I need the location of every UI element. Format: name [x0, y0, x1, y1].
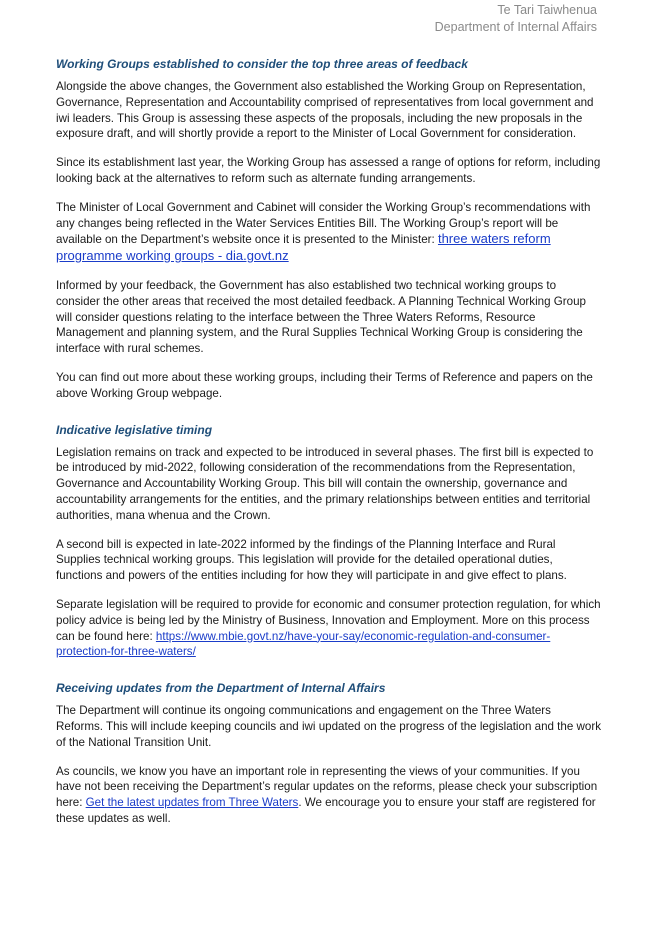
three-waters-updates-link[interactable]: Get the latest updates from Three Waters: [85, 796, 299, 810]
legislative-timing-paragraph-3: [56, 597, 601, 660]
working-groups-paragraph-4: Informed by your feedback, the Government has also established two technical working groups to consider the other areas that received the most detailed feedback. A Planning Technical Working Group will consider questions relating to the interface between the Three Waters Reforms, Resource Management and planning system, and the Rural Supplies Technical Working Group is considering the interface with rural schemes.: [56, 278, 586, 356]
header-maori-name: Te Tari Taiwhenua: [497, 3, 597, 17]
legislative-timing-paragraph-3-text: Separate legislation will be required to provide for economic and consumer protection regulation, for which policy advice is being led by the Ministry of Business, Innovation and Employment. More on this process can be found here:: [56, 597, 601, 643]
working-groups-paragraph-3-text: The Minister of Local Government and Cabinet will consider the Working Group’s recommendations with any changes being reflected in the Water Services Entities Bill. The Working Group’s report will be available on the Department’s website once it is presented to the Minister:: [56, 200, 591, 247]
legislative-timing-paragraph-2: A second bill is expected in late-2022 informed by the findings of the Planning Interface and Rural Supplies technical working groups. This legislation will provide for the detailed operational duties, functions and powers of the entities including for how they will participate in and give effect to plans.: [56, 537, 567, 583]
working-groups-paragraph-3: [56, 200, 601, 265]
legislative-timing-paragraph-1: Legislation remains on track and expected to be introduced in several phases. The first bill is expected to be introduced by mid-2022, following consideration of the recommendations from the Representation, Governance and Accountability Working Group. This bill will contain the ownership, governance and accountability arrangements for the entities, and the primary relationships between entities and territorial authorities, mana whenua and the Crown.: [56, 445, 594, 522]
working-groups-link[interactable]: three waters reform programme working groups - dia.govt.nz: [56, 231, 551, 264]
receiving-updates-paragraph-2: [56, 764, 601, 827]
header-department-name: Department of Internal Affairs: [434, 20, 597, 34]
page-header: [435, 2, 597, 36]
working-groups-paragraph-2: Since its establishment last year, the Working Group has assessed a range of options for reform, including looking back at the alternatives to reform such as alternate funding arrangements.: [56, 156, 601, 185]
working-groups-paragraph-5: You can find out more about these working groups, including their Terms of Reference and papers on the above Working Group webpage.: [56, 370, 593, 400]
receiving-updates-paragraph-1: The Department will continue its ongoing communications and engagement on the Three Waters Reforms. This will include keeping councils and iwi updated on the progress of the legislation and the work of the National Transition Unit.: [56, 704, 601, 749]
receiving-updates-paragraph-2-tail: . We encourage you to ensure your staff are registered for these updates as well.: [56, 796, 596, 825]
mbie-link[interactable]: https://www.mbie.govt.nz/have-your-say/economic-regulation-and-consumer-protection-for-three-waters/: [56, 629, 551, 659]
legislative-timing-heading: Indicative legislative timing: [56, 422, 213, 437]
document-body: [56, 56, 601, 840]
receiving-updates-heading: Receiving updates from the Department of Internal Affairs: [56, 681, 386, 696]
working-groups-paragraph-1: Alongside the above changes, the Government also established the Working Group on Representation, Governance, Representation and Accountability comprised of representatives from local government and iwi leaders. This Group is assessing these aspects of the proposals, including the new proposals in the exposure draft, and will shortly provide a report to the Minister of Local Government for consideration.: [56, 80, 594, 141]
receiving-updates-paragraph-2-text: As councils, we know you have an important role in representing the views of your communities. If you have not been receiving the Department’s regular updates on the reforms, please check your subscription here:: [56, 764, 598, 810]
working-groups-heading: Working Groups established to consider the top three areas of feedback: [56, 57, 468, 71]
